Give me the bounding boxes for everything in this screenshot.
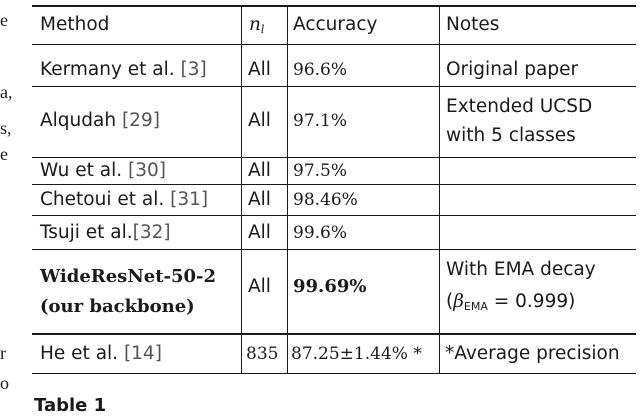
col-sep-1: [241, 7, 242, 373]
row-5-citation: [32]: [132, 222, 171, 243]
row-1-accuracy: 96.6%: [293, 60, 348, 80]
row-2-notes-line-2: with 5 classes: [446, 125, 576, 146]
margin-text-1: e: [0, 10, 8, 30]
col-sep-2: [287, 7, 288, 373]
ours-beta-subscript: EMA: [463, 300, 488, 313]
he-method-name: He et al.: [40, 343, 124, 364]
table-caption: Table 1: [34, 395, 107, 416]
ours-nl: All: [248, 276, 271, 297]
ours-accuracy: 99.69%: [293, 276, 367, 297]
he-notes: *Average precision: [445, 343, 620, 364]
ours-notes-line-2: [446, 290, 575, 319]
ours-rule: [32, 333, 636, 335]
row-2-method: [40, 109, 160, 133]
row-1-notes: Original paper: [446, 59, 579, 80]
he-accuracy: 87.25±1.44% *: [291, 344, 422, 364]
row-rule-3: [32, 184, 636, 185]
header-accuracy: Accuracy: [293, 14, 378, 35]
he-nl: 835: [246, 344, 279, 364]
row-5-nl: All: [248, 222, 271, 243]
row-2-nl: All: [248, 110, 271, 131]
header-nl-subscript: l: [260, 23, 265, 36]
row-2-citation: [29]: [121, 110, 160, 131]
he-citation: [14]: [123, 343, 162, 364]
row-4-accuracy: 98.46%: [293, 190, 358, 210]
row-4-citation: [31]: [170, 189, 209, 210]
margin-text-4: e: [0, 144, 8, 164]
header-rule: [32, 44, 636, 45]
col-sep-3: [439, 7, 440, 373]
he-method: [40, 342, 162, 366]
row-3-accuracy: 97.5%: [293, 161, 348, 181]
row-1-citation: [3]: [180, 59, 207, 80]
header-notes: Notes: [446, 14, 500, 35]
ours-notes-line-1: With EMA decay: [446, 259, 596, 280]
row-rule-1: [32, 86, 636, 87]
ours-method-line-1: WideResNet-50-2: [40, 266, 217, 287]
row-rule-5: [32, 249, 636, 250]
row-2-accuracy: 97.1%: [293, 111, 348, 131]
margin-text-3: s,: [0, 118, 12, 138]
row-3-method: [40, 159, 166, 183]
margin-text-2: a,: [0, 82, 13, 102]
row-3-method-name: Wu et al.: [40, 160, 128, 181]
table-top-rule: [32, 5, 636, 7]
ours-notes-open: (: [446, 291, 454, 312]
row-1-method-name: Kermany et al.: [40, 59, 181, 80]
row-5-method: [40, 221, 171, 245]
row-rule-2: [32, 157, 636, 158]
row-4-method-name: Chetoui et al.: [40, 189, 171, 210]
row-1-nl: All: [248, 59, 271, 80]
ours-method-line-2: (our backbone): [40, 296, 195, 317]
row-3-nl: All: [248, 160, 271, 181]
margin-text-5: r: [0, 343, 6, 363]
row-4-method: [40, 188, 208, 212]
header-nl: [249, 13, 264, 42]
ours-beta-symbol: β: [453, 291, 464, 312]
ours-notes-eq: = 0.999): [487, 291, 576, 312]
row-2-method-name: Alqudah: [40, 110, 122, 131]
row-2-notes-line-1: Extended UCSD: [446, 96, 593, 117]
row-5-method-name: Tsuji et al.: [40, 222, 133, 243]
row-3-citation: [30]: [128, 160, 166, 181]
header-method: Method: [40, 14, 110, 35]
margin-text-6: o: [0, 373, 9, 393]
table-bottom-rule: [32, 373, 636, 374]
row-5-accuracy: 99.6%: [293, 223, 348, 243]
row-rule-4: [32, 215, 636, 216]
header-nl-symbol: n: [249, 14, 261, 35]
row-4-nl: All: [248, 189, 271, 210]
row-1-method: [40, 58, 207, 82]
